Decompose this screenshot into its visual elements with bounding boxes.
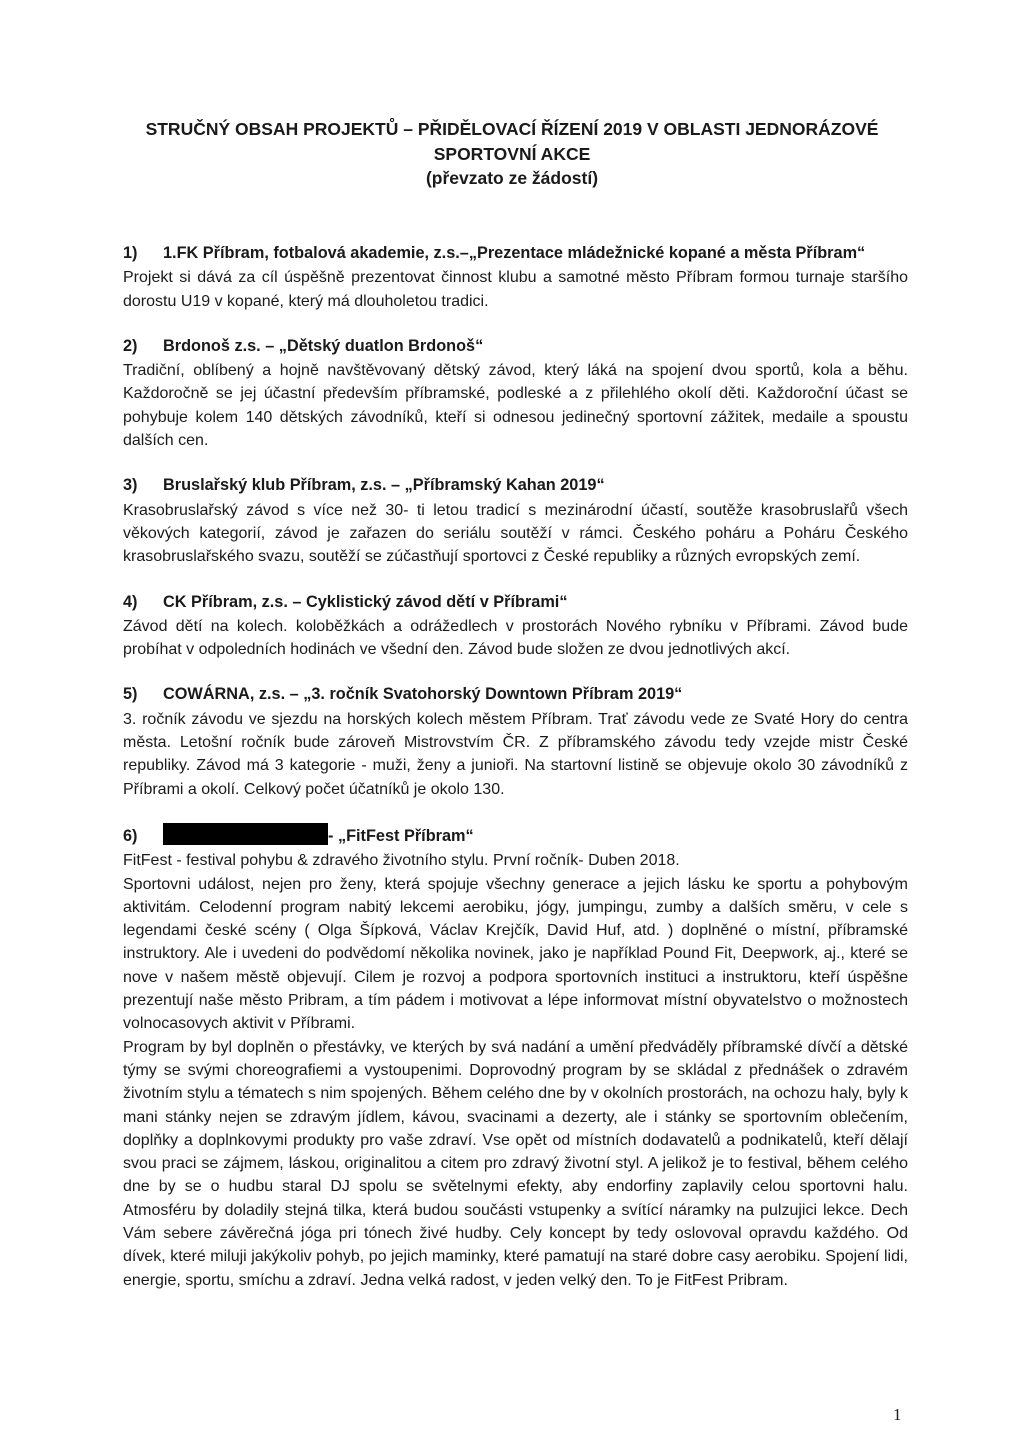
project-description: Program by byl doplněn o přestávky, ve kterých by svá nadání a umění předváděly příbramské dívčí a dětské týmy se svými choreografiemi a vystoupenimi. Doprovodný program by se skládal z přednášek o zdravém životním stylu a tématech s nim spojených. Během celého dne by v okolních prostorách, na ochozu haly, byly k mani stánky nejen se zdravým jídlem, kávou, svacinami a dezerty, ale i stánky se sportovním oblečením, doplňky a doplnkovymi produkty pro vaše zdraví. Vse opět od místních dodavatelů a podnikatelů, kteří dělají svou praci se zájmem, láskou, originalitou a citem pro zdravý životní styl. A jelikož je to festival, během celého dne by se o hudbu staral DJ spolu se světelnymi efekty, aby endorfiny zaplavily celou sportovni halu. Atmosféru by doladily stejná tilka, která budou součásti vstupenky a svítící náramky na pulzujici lekce. Dech Vám sebere závěrečná jóga pri tónech živé hudby. Cely koncept by tedy oslovoval opravdu každého. Od dívek, které miluji jakýkoliv pohyb, po jejich maminky, které pamatují na staré dobre casy aerobiku. Spojení lidi, energie, sportu, smíchu a zdraví. Jedna velká radost, v jeden velký den. To je FitFest Pribram. <box>123 1038 908 1289</box>
project-title: 1.FK Příbram, fotbalová akademie, z.s.–„Prezentace mládežnické kopané a města Příbram“ <box>163 244 866 262</box>
redacted-name-block <box>163 823 328 845</box>
project-number: 4) <box>123 592 138 611</box>
project-section-3 <box>123 474 908 568</box>
project-section-5 <box>123 683 908 800</box>
document-body <box>123 242 908 1314</box>
project-title: - „FitFest Příbram“ <box>328 826 474 845</box>
project-heading <box>123 335 908 358</box>
project-section-4 <box>123 591 908 662</box>
project-heading <box>123 242 908 265</box>
project-title: Bruslařský klub Příbram, z.s. – „Příbramský Kahan 2019“ <box>163 476 605 495</box>
project-section-2 <box>123 335 908 452</box>
project-section-6 <box>123 823 908 1292</box>
title-line-1: STRUČNÝ OBSAH PROJEKTŮ – PŘIDĚLOVACÍ ŘÍZENÍ 2019 V OBLASTI JEDNORÁZOVÉ <box>145 119 879 139</box>
project-heading <box>123 591 908 614</box>
project-description: 3. ročník závodu ve sjezdu na horských kolech městem Příbram. Trať závodu vede ze Svaté Hory do centra města. Letošní ročník bude zároveň Mistrovstvím ČR. Z příbramského závodu tedy vzejde mistr České republiky. Závod má 3 kategorie - muži, ženy a junioři. Na startovní listině se objevuje okolo 30 závodníků z Příbrami a okolí. Celkový počet účatníků je okolo 130. <box>123 710 908 798</box>
project-number: 2) <box>123 336 138 355</box>
document-title <box>0 117 1024 191</box>
project-description: Krasobruslařský závod s více než 30- ti letou tradicí s mezinárodní účastí, soutěže krasobruslařů všech věkových kategorií, závod je zařazen do seriálu soutěží v rámci. Českého poháru a Poháru Českého krasobruslařského svazu, soutěží se zúčastňují sportovci z České republiky a různých evropských zemí. <box>123 501 908 566</box>
project-description: Projekt si dává za cíl úspěšně prezentovat činnost klubu a samotné město Příbram formou turnaje staršího dorostu U19 v kopané, který má dlouholetou tradici. <box>123 269 908 310</box>
project-number: 5) <box>123 685 138 704</box>
page-number: 1 <box>893 1405 902 1424</box>
title-line-2: SPORTOVNÍ AKCE <box>433 143 591 164</box>
project-intro: FitFest - festival pohybu & zdravého životního stylu. První ročník- Duben 2018. <box>123 852 680 870</box>
project-number: 6) <box>123 826 138 845</box>
project-number: 1) <box>123 244 138 262</box>
project-title: Brdonoš z.s. – „Dětský duatlon Brdonoš“ <box>163 336 484 355</box>
project-section-1 <box>123 242 908 313</box>
project-title: CK Příbram, z.s. – Cyklistický závod dětí v Příbrami“ <box>163 592 568 611</box>
project-heading <box>123 474 908 497</box>
project-description: Závod dětí na kolech. koloběžkách a odrážedlech v prostorách Nového rybníku v Příbrami. Závod bude probíhat v odpoledních hodinách ve všední den. Závod bude složen ze dvou jednotlivých akcí. <box>123 617 908 659</box>
title-line-3: (převzato ze žádostí) <box>425 168 599 188</box>
project-description: Tradiční, oblíbený a hojně navštěvovaný dětský závod, který láká na spojení dvou sportů, kola a běhu. Každoročně se jej účastní především příbramské, podleské a z přilehlého okolí děti. Každoroční účast se pohybuje kolem 140 dětských závodníků, kteří si odnesou jedinečný sportovní zážitek, medaile a spoustu dalších cen. <box>123 362 908 450</box>
project-number: 3) <box>123 476 138 495</box>
project-description: Sportovni událost, nejen pro ženy, která spojuje všechny generace a jejich lásku ke sportu a pohybovým aktivitám. Celodenní program nabitý lekcemi aerobiku, jógy, jumpingu, zumby a dalších směru, v cele s legendami české scény ( Olga Šípková, Václav Krejčík, David Huf, atd. ) doplněné o místní, příbramské instruktory. Ale i uvedeni do podvědomí několika novinek, jako je například Pound Fit, Deepwork, aj., které se nove v našem městě objevují. Cilem je rozvoj a podpora sportovních instituci a instruktoru, kteří úspěšne prezentují naše město Pribram, a tím pádem i motivovat a lépe informovat místní obyvatelstvo o možnostech volnocasovych aktivit v Příbrami. <box>123 875 908 1033</box>
project-title: COWÁRNA, z.s. – „3. ročník Svatohorský Downtown Příbram 2019“ <box>163 685 683 704</box>
project-heading <box>123 683 908 706</box>
project-heading <box>123 823 908 848</box>
